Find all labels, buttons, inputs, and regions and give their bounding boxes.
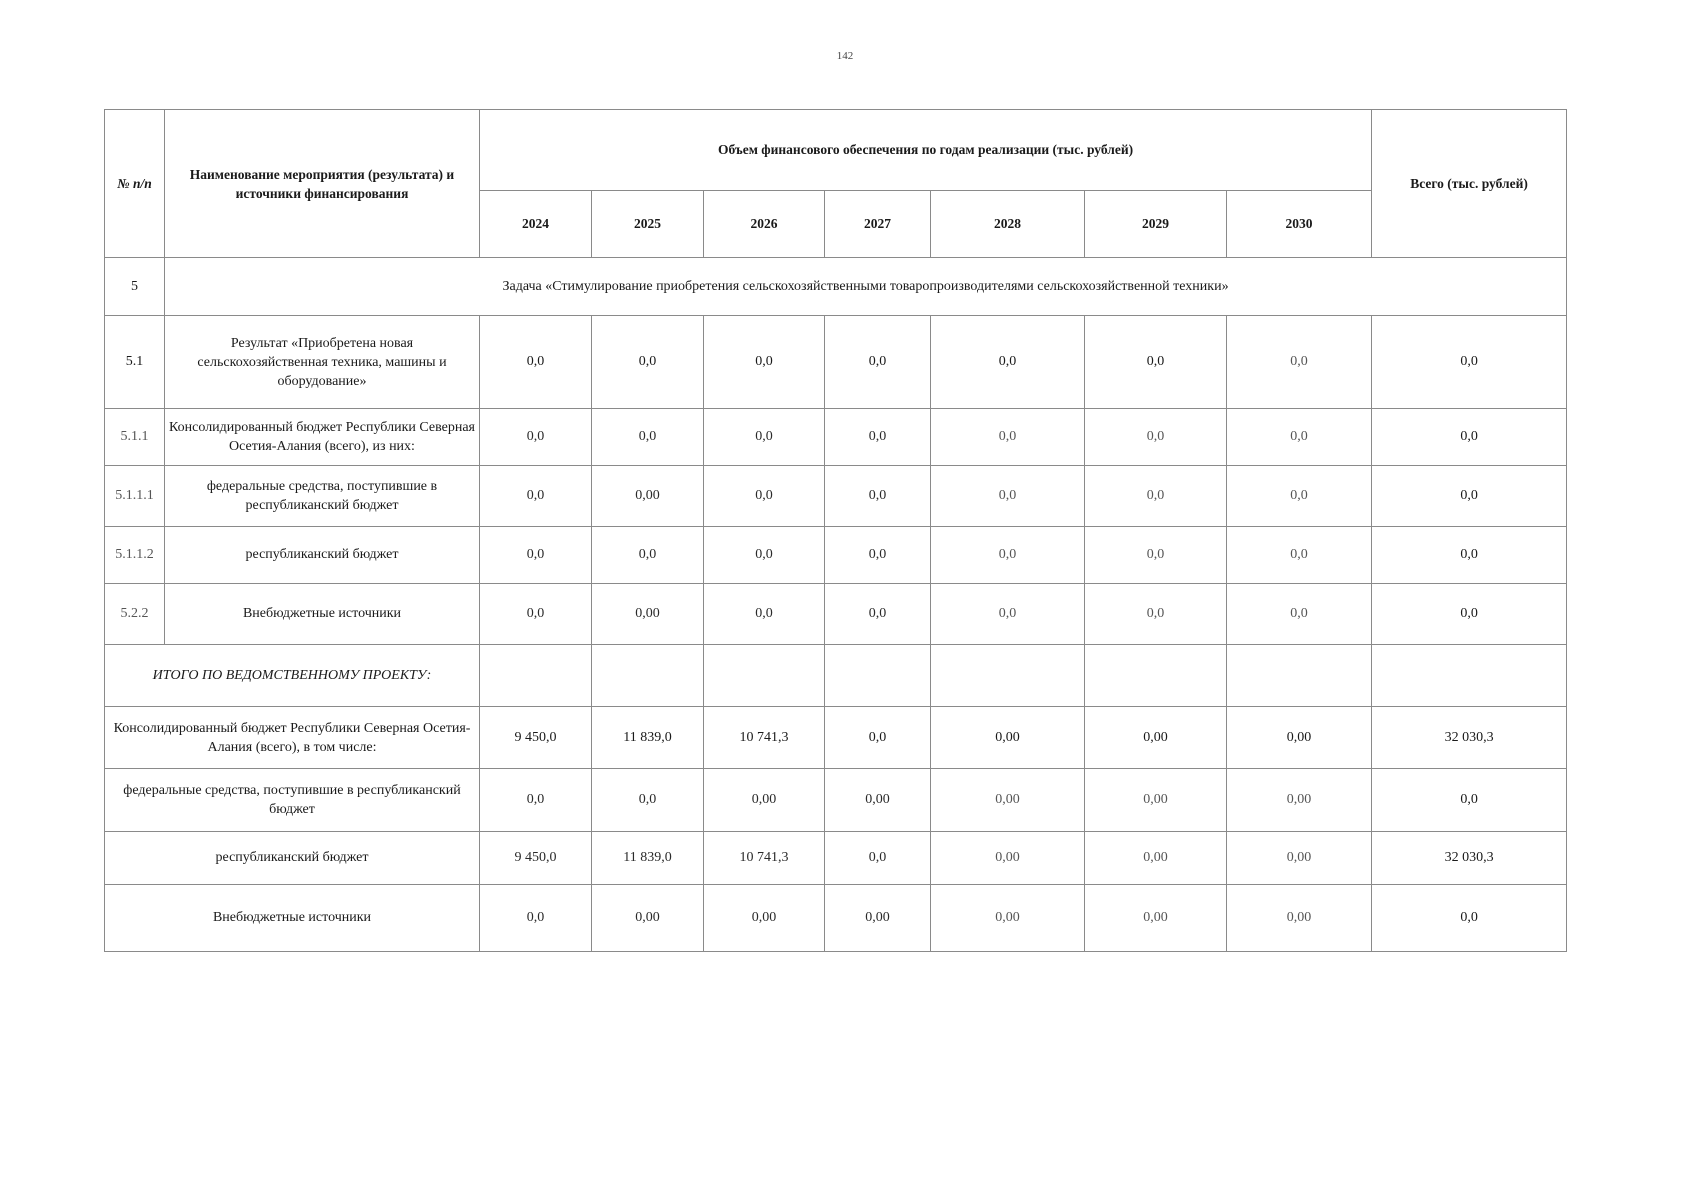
value-cell: 0,0	[825, 584, 931, 645]
empty-cell	[1085, 645, 1227, 707]
table-row	[105, 584, 1567, 645]
header-year-2025: 2025	[592, 191, 704, 258]
value-cell: 0,0	[1227, 466, 1372, 527]
value-cell: 0,00	[1227, 832, 1372, 885]
table-row	[105, 409, 1567, 466]
empty-cell	[1227, 645, 1372, 707]
total-row	[105, 885, 1567, 952]
header-year-2027: 2027	[825, 191, 931, 258]
row-name: Внебюджетные источники	[165, 584, 480, 645]
empty-cell	[1372, 645, 1567, 707]
value-cell: 0,0	[931, 466, 1085, 527]
value-cell: 0,0	[1227, 409, 1372, 466]
total-title-row	[105, 645, 1567, 707]
value-cell: 9 450,0	[480, 707, 592, 769]
header-year-2028: 2028	[931, 191, 1085, 258]
value-cell: 0,0	[592, 769, 704, 832]
value-cell: 0,0	[592, 527, 704, 584]
value-cell: 0,0	[480, 885, 592, 952]
value-cell: 0,0	[480, 409, 592, 466]
value-cell: 0,00	[1085, 832, 1227, 885]
total-cell: 0,0	[1372, 316, 1567, 409]
value-cell: 0,00	[1227, 707, 1372, 769]
value-cell: 0,0	[480, 584, 592, 645]
value-cell: 0,00	[704, 769, 825, 832]
row-num: 5.1.1.2	[105, 527, 165, 584]
value-cell: 0,0	[480, 527, 592, 584]
table-row	[105, 527, 1567, 584]
value-cell: 0,0	[1085, 466, 1227, 527]
value-cell: 0,0	[704, 409, 825, 466]
value-cell: 0,00	[592, 885, 704, 952]
value-cell: 0,00	[825, 769, 931, 832]
value-cell: 0,0	[704, 527, 825, 584]
row-num: 5.1.1	[105, 409, 165, 466]
value-cell: 0,0	[825, 832, 931, 885]
value-cell: 0,0	[1085, 584, 1227, 645]
value-cell: 10 741,3	[704, 707, 825, 769]
value-cell: 0,0	[1085, 409, 1227, 466]
header-year-2030: 2030	[1227, 191, 1372, 258]
value-cell: 0,0	[1227, 527, 1372, 584]
value-cell: 9 450,0	[480, 832, 592, 885]
total-row	[105, 832, 1567, 885]
total-row-name: Внебюджетные источники	[105, 885, 480, 952]
value-cell: 0,0	[931, 527, 1085, 584]
total-cell: 0,0	[1372, 527, 1567, 584]
value-cell: 11 839,0	[592, 707, 704, 769]
total-cell: 0,0	[1372, 769, 1567, 832]
total-cell: 0,0	[1372, 584, 1567, 645]
value-cell: 0,0	[825, 409, 931, 466]
header-row-top	[105, 110, 1567, 191]
row-name: республиканский бюджет	[165, 527, 480, 584]
table-row	[105, 316, 1567, 409]
value-cell: 10 741,3	[704, 832, 825, 885]
value-cell: 0,0	[480, 466, 592, 527]
header-year-2024: 2024	[480, 191, 592, 258]
value-cell: 0,00	[1085, 885, 1227, 952]
value-cell: 0,0	[825, 316, 931, 409]
total-row	[105, 707, 1567, 769]
header-year-2026: 2026	[704, 191, 825, 258]
total-cell: 0,0	[1372, 409, 1567, 466]
value-cell: 0,0	[592, 316, 704, 409]
value-cell: 0,0	[825, 527, 931, 584]
value-cell: 0,0	[480, 769, 592, 832]
value-cell: 0,00	[825, 885, 931, 952]
value-cell: 0,00	[592, 584, 704, 645]
value-cell: 0,00	[931, 707, 1085, 769]
value-cell: 0,0	[931, 584, 1085, 645]
value-cell: 0,00	[1085, 769, 1227, 832]
value-cell: 0,0	[1227, 584, 1372, 645]
value-cell: 0,0	[1227, 316, 1372, 409]
header-years-group: Объем финансового обеспечения по годам реализации (тыс. рублей)	[480, 110, 1372, 191]
header-col-total: Всего (тыс. рублей)	[1372, 110, 1567, 258]
row-name: Результат «Приобретена новая сельскохозяйственная техника, машины и оборудование»	[165, 316, 480, 409]
total-cell: 0,0	[1372, 885, 1567, 952]
value-cell: 0,00	[931, 885, 1085, 952]
total-cell: 32 030,3	[1372, 832, 1567, 885]
value-cell: 0,0	[825, 707, 931, 769]
value-cell: 0,00	[1227, 885, 1372, 952]
value-cell: 0,00	[1085, 707, 1227, 769]
value-cell: 11 839,0	[592, 832, 704, 885]
page-number: 142	[836, 50, 854, 62]
row-num: 5.1.1.1	[105, 466, 165, 527]
total-row-name: Консолидированный бюджет Республики Северная Осетия-Алания (всего), в том числе:	[105, 707, 480, 769]
row-name: федеральные средства, поступившие в республиканский бюджет	[165, 466, 480, 527]
empty-cell	[480, 645, 592, 707]
task-title: Задача «Стимулирование приобретения сельскохозяйственными товаропроизводителями сельскохозяйственной техники»	[165, 258, 1567, 316]
value-cell: 0,0	[592, 409, 704, 466]
value-cell: 0,00	[931, 832, 1085, 885]
header-year-2029: 2029	[1085, 191, 1227, 258]
row-num: 5.1	[105, 316, 165, 409]
value-cell: 0,0	[704, 584, 825, 645]
header-col-name: Наименование мероприятия (результата) и источники финансирования	[165, 110, 480, 258]
financing-table	[104, 109, 1567, 952]
empty-cell	[704, 645, 825, 707]
empty-cell	[592, 645, 704, 707]
value-cell: 0,0	[704, 316, 825, 409]
total-cell: 0,0	[1372, 466, 1567, 527]
total-row-name: республиканский бюджет	[105, 832, 480, 885]
value-cell: 0,00	[1227, 769, 1372, 832]
total-cell: 32 030,3	[1372, 707, 1567, 769]
empty-cell	[825, 645, 931, 707]
total-row-name: федеральные средства, поступившие в республиканский бюджет	[105, 769, 480, 832]
value-cell: 0,0	[480, 316, 592, 409]
row-name: Консолидированный бюджет Республики Северная Осетия-Алания (всего), из них:	[165, 409, 480, 466]
value-cell: 0,00	[704, 885, 825, 952]
row-num: 5.2.2	[105, 584, 165, 645]
value-cell: 0,00	[931, 769, 1085, 832]
empty-cell	[931, 645, 1085, 707]
table-row	[105, 466, 1567, 527]
total-title: ИТОГО ПО ВЕДОМСТВЕННОМУ ПРОЕКТУ:	[105, 645, 480, 707]
value-cell: 0,0	[931, 409, 1085, 466]
value-cell: 0,00	[592, 466, 704, 527]
value-cell: 0,0	[704, 466, 825, 527]
total-row	[105, 769, 1567, 832]
header-col-num: № п/п	[105, 110, 165, 258]
value-cell: 0,0	[825, 466, 931, 527]
value-cell: 0,0	[931, 316, 1085, 409]
task-num: 5	[105, 258, 165, 316]
value-cell: 0,0	[1085, 527, 1227, 584]
value-cell: 0,0	[1085, 316, 1227, 409]
task-row	[105, 258, 1567, 316]
